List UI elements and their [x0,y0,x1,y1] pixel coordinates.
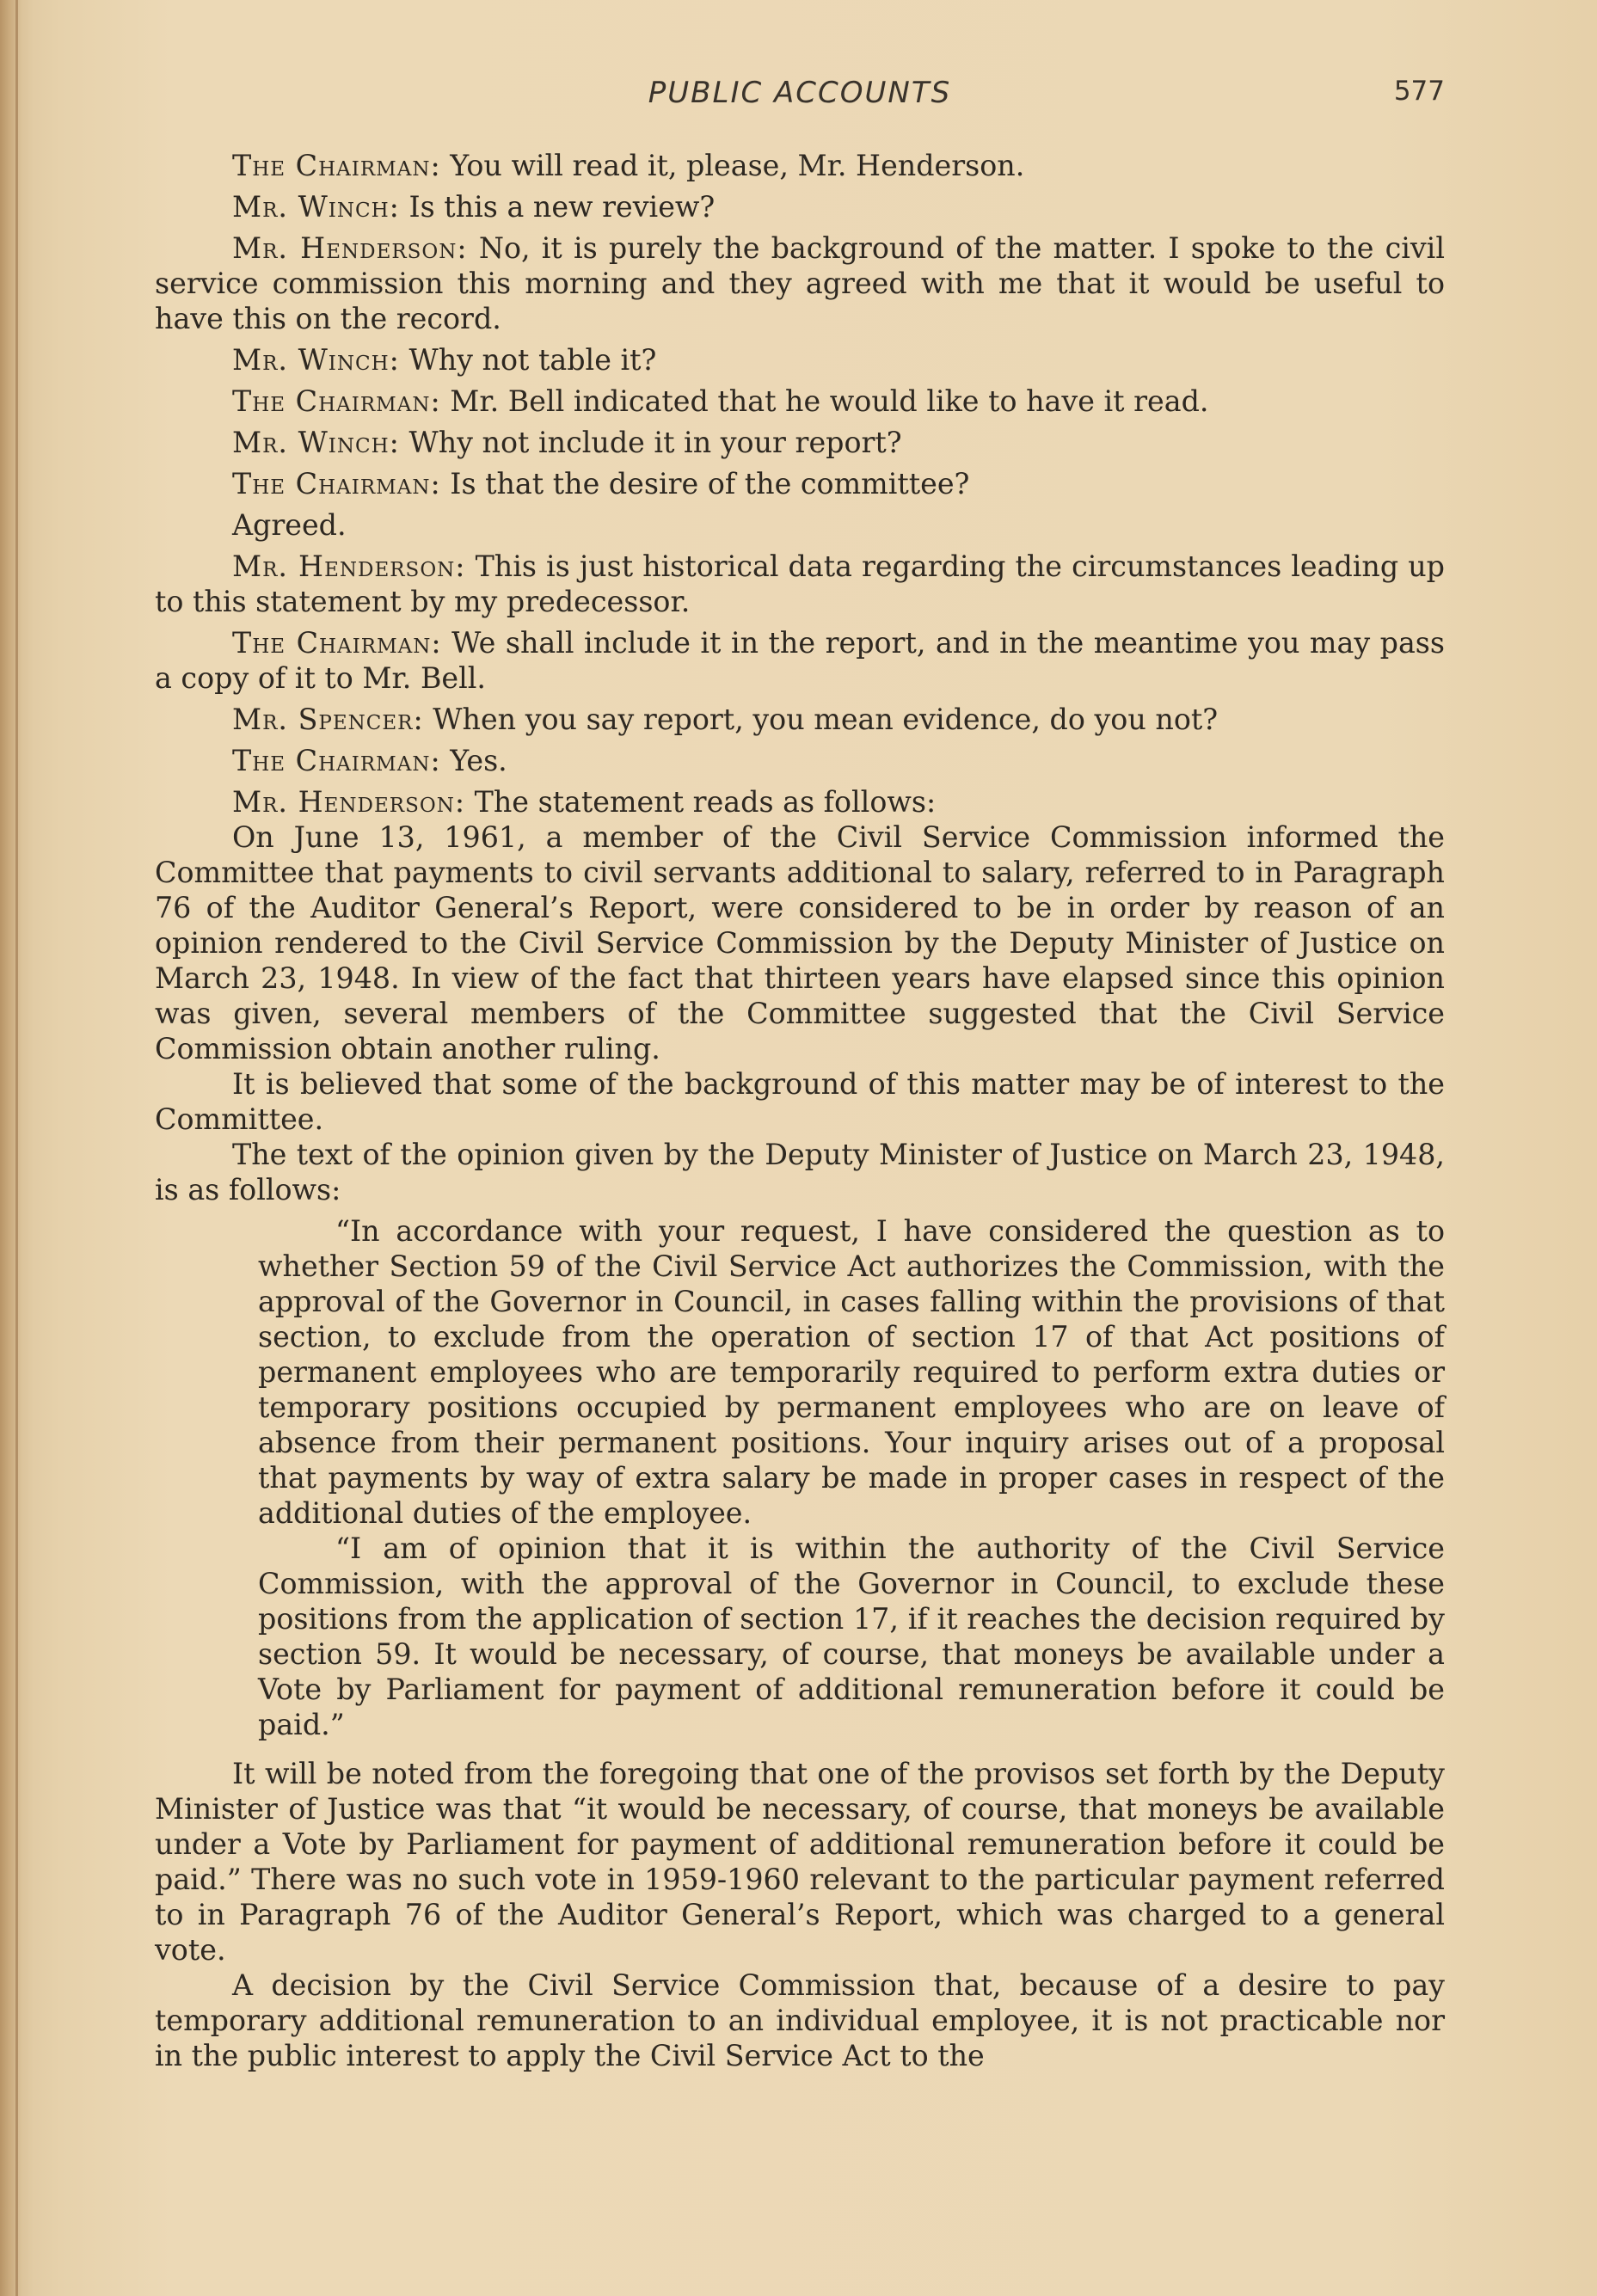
page-number: 577 [1393,76,1445,107]
dialogue-paragraph [155,425,1445,460]
dialogue-paragraph [155,466,1445,501]
speaker-name: Mr. Winch: [232,343,400,377]
dialogue-paragraph [155,384,1445,419]
dialogue-paragraph [155,625,1445,696]
dialogue-paragraph [155,784,1445,820]
binding-crease [15,0,18,2296]
dialogue-text: Mr. Bell indicated that he would like to have it read. [440,384,1209,418]
dialogue-paragraph [155,189,1445,224]
dialogue-text: We shall include it in the report, and in the meantime you may pass a copy of it to Mr. Bell. [155,626,1445,695]
speaker-name: Mr. Winch: [232,190,400,224]
quote-paragraph: “I am of opinion that it is within the authority of the Civil Service Commission, with the approval of the Governor in Council, to exclude these positions from the application of section 17, if it reaches the decision required by section 59. It would be necessary, of course, that moneys be available under a Vote by Parliament for payment of additional remuneration before it could be paid.” [258,1532,1445,1741]
speaker-name: The Chairman: [232,149,441,182]
dialogue-paragraph [155,702,1445,737]
speaker-name: Mr. Winch: [232,426,400,459]
dialogue-paragraph [155,342,1445,378]
dialogue-text: When you say report, you mean evidence, do you not? [423,703,1219,736]
statement-paragraph: It is believed that some of the background of this matter may be of interest to the Committee. [155,1067,1445,1136]
speaker-name: Mr. Henderson: [232,231,468,265]
dialogue-text: Why not table it? [399,343,657,377]
statement-paragraph: The text of the opinion given by the Deputy Minister of Justice on March 23, 1948, is as follows: [155,1138,1445,1206]
dialogue-paragraph [155,549,1445,619]
dialogue-text: Is this a new review? [399,190,716,224]
running-title: PUBLIC ACCOUNTS [648,76,952,110]
page-header [155,76,1445,119]
speaker-name: The Chairman: [232,626,442,660]
dialogue-text: Why not include it in your report? [399,426,902,459]
speaker-name: The Chairman: [232,467,441,500]
statement-paragraph: On June 13, 1961, a member of the Civil Service Commission informed the Committee that payments to civil servants additional to salary, referred to in Paragraph 76 of the Auditor General’s Report, were considered to be in order by reason of an opinion rendered to the Civil Service Commission by the Deputy Minister of Justice on March 23, 1948. In view of the fact that thirteen years have elapsed since this opinion was given, several members of the Committee suggested that the Civil Service Commission obtain another ruling. [155,820,1445,1065]
dialogue-text: Is that the desire of the committee? [440,467,970,500]
dialogue-paragraph [155,507,1445,543]
dialogue-paragraph [155,743,1445,778]
speaker-name: The Chairman: [232,744,441,777]
dialogue-text: No, it is purely the background of the matter. I spoke to the civil service commission this morning and they agreed with me that it would be useful to have this on the record. [155,231,1445,335]
page-body [155,148,1445,2073]
closing-paragraph: A decision by the Civil Service Commission that, because of a desire to pay temporary additional remuneration to an individual employee, it is not practicable nor in the public interest to apply the Civil Service Act to the [155,1968,1445,2072]
speaker-name: The Chairman: [232,384,441,418]
speaker-name: Mr. Henderson: [232,549,466,583]
dialogue-text: Yes. [440,744,507,777]
closing-paragraph: It will be noted from the foregoing that one of the provisos set forth by the Deputy Minister of Justice was that “it would be necessary, of course, that moneys be available under a Vote by Parliament for payment of additional remuneration before it could be paid.” There was no such vote in 1959-1960 relevant to the particular payment referred to in Paragraph 76 of the Auditor General’s Report, which was charged to a general vote. [155,1757,1445,1967]
speaker-name: Mr. Henderson: [232,785,466,819]
dialogue-text: This is just historical data regarding the circumstances leading up to this statement by my predecessor. [155,549,1445,618]
dialogue-paragraph [155,230,1445,336]
dialogue-text: Agreed. [232,508,347,542]
dialogue-paragraph [155,148,1445,183]
speaker-name: Mr. Spencer: [232,703,424,736]
quote-paragraph: “In accordance with your request, I have considered the question as to whether Section 59 of the Civil Service Act authorizes the Commission, with the approval of the Governor in Council, in cases falling within the provisions of that section, to exclude from the operation of section 17 of that Act positions of permanent employees who are temporarily required to perform extra duties or temporary positions occupied by permanent employees who are on leave of absence from their permanent positions. Your inquiry arises out of a proposal that payments by way of extra salary be made in proper cases in respect of the additional duties of the employee. [258,1214,1445,1530]
dialogue-text: You will read it, please, Mr. Henderson. [440,149,1025,182]
quoted-opinion [258,1213,1445,1742]
dialogue-text: The statement reads as follows: [465,785,937,819]
